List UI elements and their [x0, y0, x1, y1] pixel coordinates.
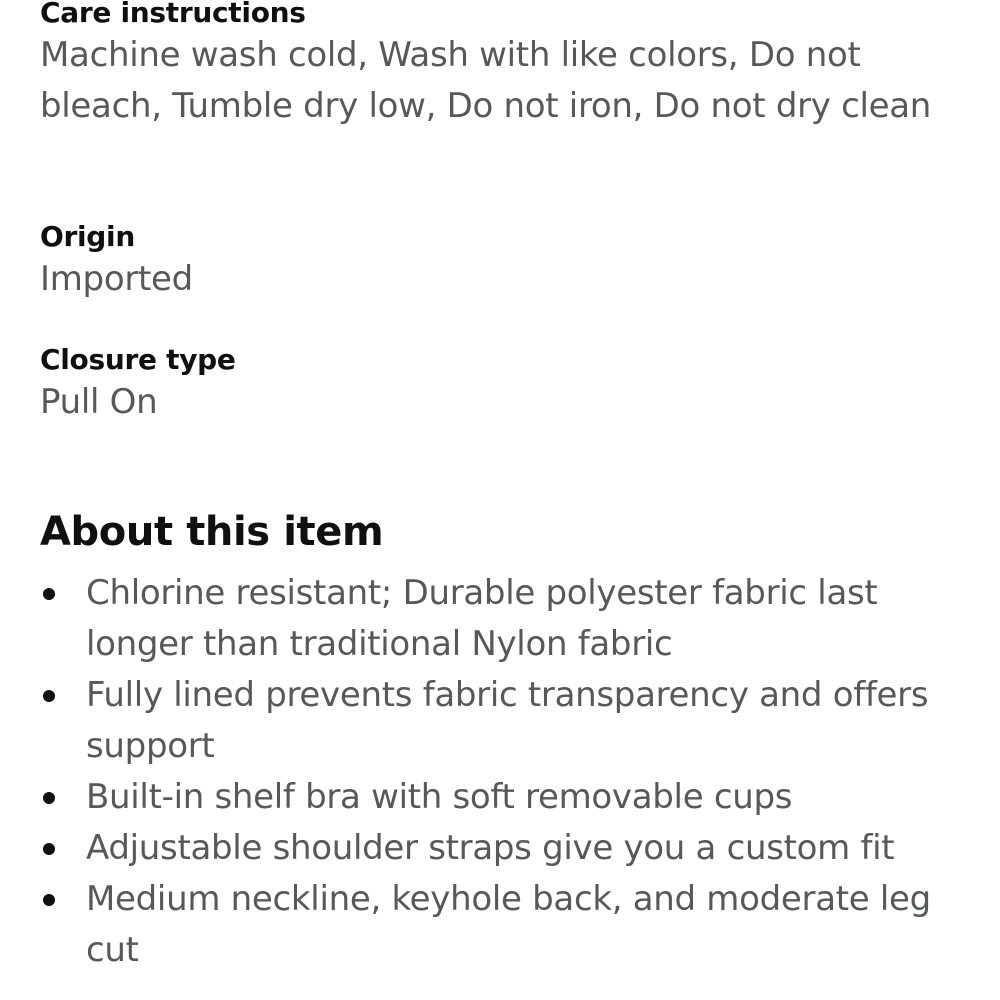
bullet-dot-icon	[43, 792, 55, 804]
bullet-dot-icon	[43, 894, 55, 906]
feature-bullet-list	[40, 568, 970, 976]
detail-value-care: Machine wash cold, Wash with like colors, Do not bleach, Tumble dry low, Do not iron, Do not dry clean	[40, 35, 932, 126]
feature-bullet-text: Medium neckline, keyhole back, and moderate leg cut	[86, 879, 931, 970]
feature-bullet-item	[40, 568, 970, 670]
feature-bullet-item	[40, 670, 970, 772]
detail-label-origin: Origin	[40, 220, 135, 253]
detail-closure-type	[40, 343, 940, 428]
feature-bullet-item	[40, 772, 970, 823]
bullet-dot-icon	[43, 690, 55, 702]
feature-bullet-text: Fully lined prevents fabric transparency and offers support	[86, 675, 929, 766]
feature-bullet-text: Adjustable shoulder straps give you a custom fit	[86, 828, 895, 868]
detail-value-origin: Imported	[40, 259, 193, 299]
detail-origin	[40, 220, 940, 305]
about-title: About this item	[40, 509, 384, 555]
bullet-dot-icon	[43, 588, 55, 600]
detail-label-care: Care instructions	[40, 0, 306, 29]
detail-label-closure: Closure type	[40, 343, 236, 376]
bullet-dot-icon	[43, 843, 55, 855]
detail-care-instructions	[40, 0, 940, 132]
feature-bullet-text: Built-in shelf bra with soft removable cups	[86, 777, 793, 817]
about-this-item-section	[40, 506, 970, 976]
detail-value-closure: Pull On	[40, 382, 158, 422]
feature-bullet-item	[40, 874, 970, 976]
feature-bullet-item	[40, 823, 970, 874]
feature-bullet-text: Chlorine resistant; Durable polyester fabric last longer than traditional Nylon fabric	[86, 573, 878, 664]
